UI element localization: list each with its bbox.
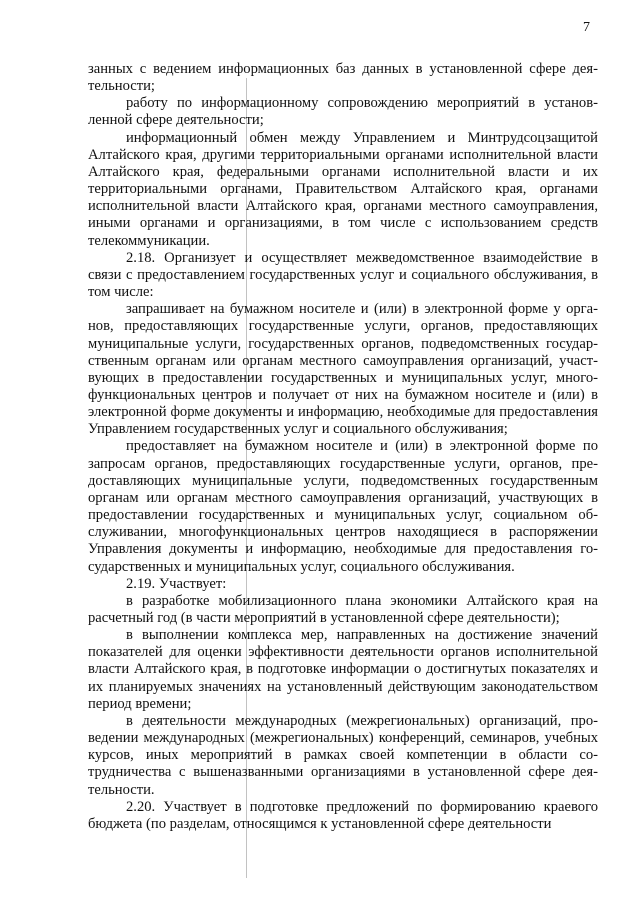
page-number: 7	[583, 20, 590, 35]
paragraph-international-activity: в деятельности международных (межрегиональных) организаций, проведении международных (межрегиональных) конференций, семинаров, учебных курсов, иных мероприятий в рамках своей компетенции в области сотрудничества с вышеназванными организациями в установленной сфере деятельности.	[88, 712, 598, 798]
paragraph-efficiency-measures: в выполнении комплекса мер, направленных на достижение значений показателей для оценки эффективности деятельности органов исполнительной власти Алтайского края, в подготовке информации о достигнутых показателях и их планируемых значениях на установленный действующим законодательством период времени;	[88, 627, 598, 712]
paragraph-continuation: занных с ведением информационных баз данных в установленной сфере деятельности;	[88, 61, 598, 95]
paragraph-requests-documents: запрашивает на бумажном носителе и (или) в электронной форме у органов, предоставляющих государственные услуги, органов, предоставляющих муниципальные услуги, государственных органов, подведомственных государственным органам или органам местного самоуправления организаций, участвующих в предоставлении государственных и муниципальных услуг, многофункциональных центров и получает от них на бумажном носителе и (или) в электронной форме документы и информацию, необходимые для предоставления Управлением государственных услуг и социального обслуживания;	[88, 301, 598, 438]
document-body	[88, 61, 598, 833]
paragraph-section-2-19: 2.19. Участвует:	[126, 575, 227, 592]
paragraph-section-2-18: 2.18. Организует и осуществляет межведомственное взаимодействие в связи с предоставлением государственных услуг и социального обслуживания, в том числе:	[88, 249, 598, 301]
paragraph-mobilization-plan: в разработке мобилизационного плана экономики Алтайского края на расчетный год (в части мероприятий в установленной сфере деятельности);	[88, 592, 598, 626]
paragraph-provides-documents: предоставляет на бумажном носителе и (или) в электронной форме по запросам органов, предоставляющих государственные услуги, органов, предоставляющих муниципальные услуги, подведомственных государственным органам или органам местного самоуправления организаций, участвующих в предоставлении государственных и муниципальных услуг, социальном обслуживании, многофункциональных центров находящиеся в распоряжении Управления документы и информацию, необходимые для предоставления государственных и муниципальных услуг, социального обслуживания.	[88, 438, 598, 575]
paragraph-info-support: работу по информационному сопровождению мероприятий в установленной сфере деятельности;	[88, 95, 598, 129]
paragraph-info-exchange: информационный обмен между Управлением и Минтрудсоцзащитой Алтайского края, другими территориальными органами исполнительной власти Алтайского края, федеральными органами исполнительной власти и их территориальными органами, Правительством Алтайского края, органами исполнительной власти Алтайского края, органами местного самоуправления, иными органами и организациями, в том числе с использованием средств телекоммуникации.	[88, 129, 598, 249]
paragraph-section-2-20: 2.20. Участвует в подготовке предложений по формированию краевого бюджета (по разделам, относящимся к установленной сфере деятельности	[88, 798, 598, 832]
